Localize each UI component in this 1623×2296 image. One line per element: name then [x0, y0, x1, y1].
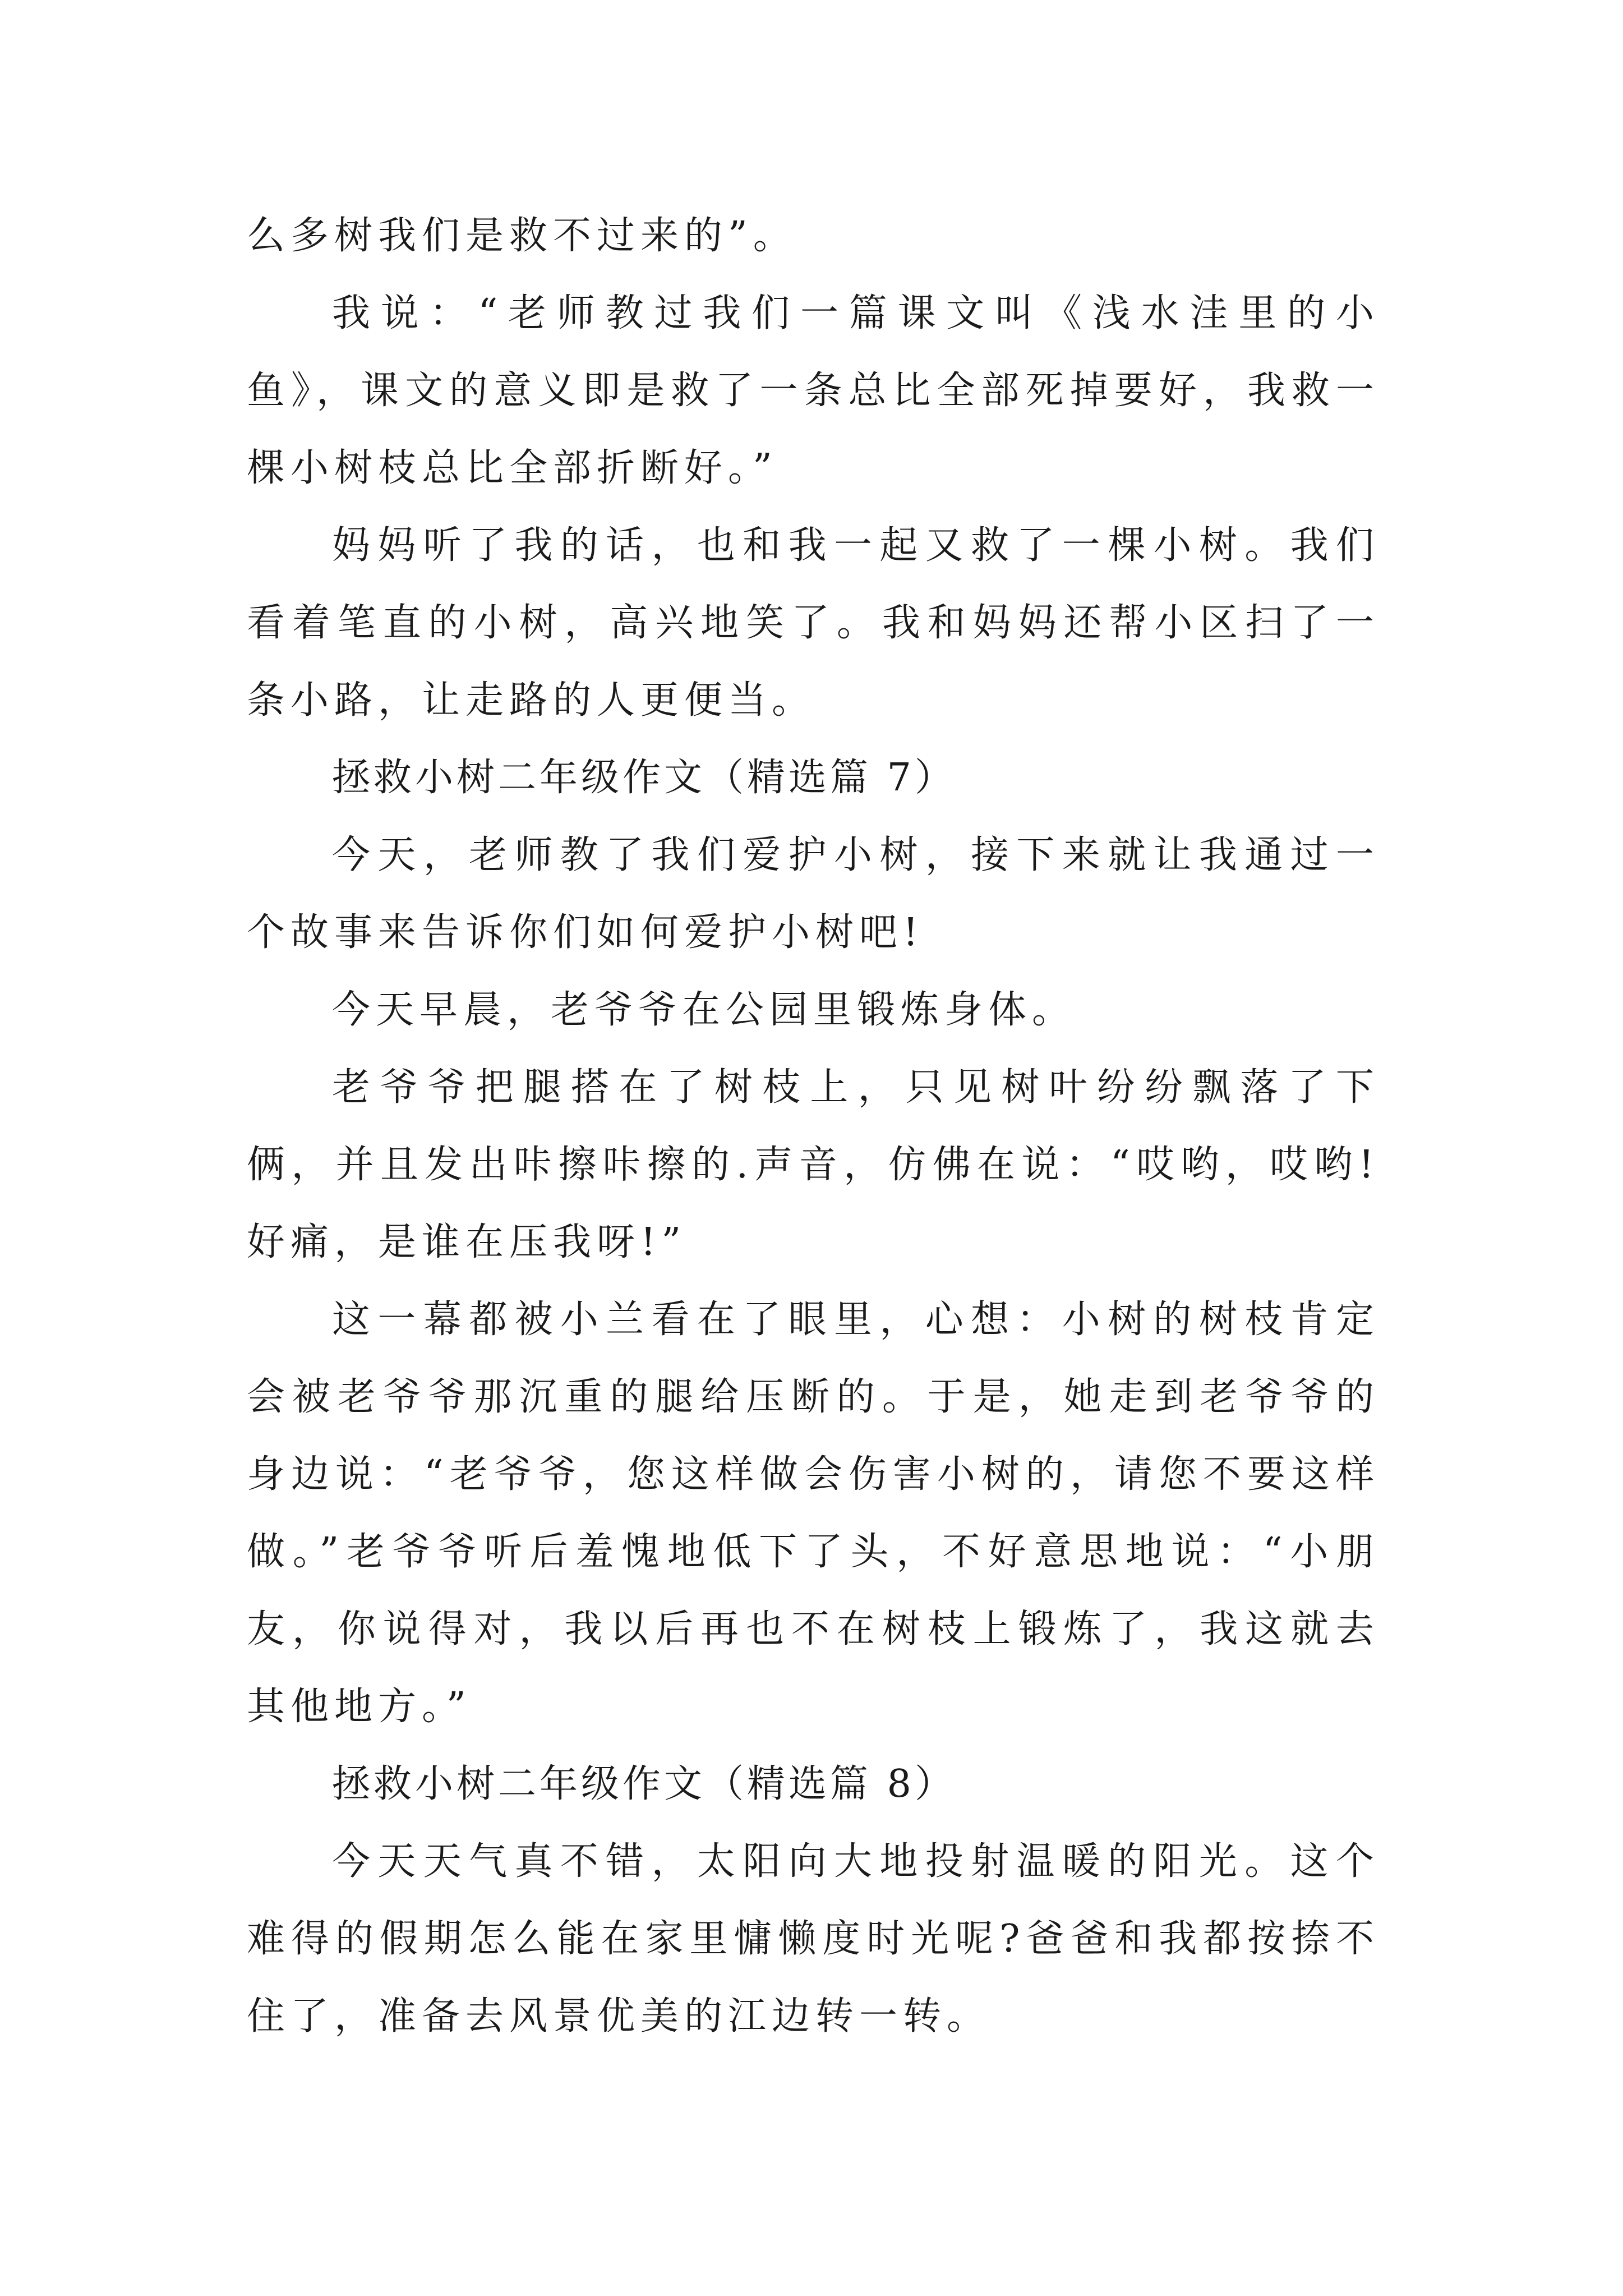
- paragraph-xiaolan-advice: 这一幕都被小兰看在了眼里，心想：小树的树枝肯定会被老爷爷那沉重的腿给压断的。于是，她走到老爷爷的身边说：“老爷爷，您这样做会伤害小树的，请您不要这样做。”老爷爷听后羞愧地低下了头，不好意思地说：“小朋友，你说得对，我以后再也不在树枝上锻炼了，我这就去其他地方。”: [247, 1297, 1380, 1729]
- paragraph-morning-exercise: 今天早晨，老爷爷在公园里锻炼身体。: [332, 988, 1076, 1032]
- paragraph-continuation: 么多树我们是救不过来的”。: [247, 214, 797, 258]
- paragraph-nice-weather: 今天天气真不错，太阳向大地投射温暖的阳光。这个难得的假期怎么能在家里慵懒度时光呢?爸爸和我都按捺不住了，准备去风景优美的江边转一转。: [247, 1839, 1380, 2039]
- section-heading-8: 拯救小树二年级作文（精选篇 8）: [332, 1762, 956, 1806]
- paragraph-mom-saves-tree: 妈妈听了我的话，也和我一起又救了一棵小树。我们看着笔直的小树，高兴地笑了。我和妈妈还帮小区扫了一条小路，让走路的人更便当。: [247, 523, 1380, 723]
- paragraph-quote-lesson: 我说：“老师教过我们一篇课文叫《浅水洼里的小鱼》，课文的意义即是救了一条总比全部死掉要好，我救一棵小树枝总比全部折断好。”: [247, 291, 1380, 490]
- paragraph-leg-on-branch: 老爷爷把腿搭在了树枝上，只见树叶纷纷飘落了下俩，并且发出咔擦咔擦的.声音，仿佛在说：“哎哟，哎哟!好痛，是谁在压我呀!”: [247, 1065, 1380, 1264]
- article-body: [247, 197, 1380, 2055]
- section-heading-7: 拯救小树二年级作文（精选篇 7）: [332, 756, 956, 800]
- paragraph-teacher-intro: 今天，老师教了我们爱护小树，接下来就让我通过一个故事来告诉你们如何爱护小树吧!: [247, 833, 1380, 955]
